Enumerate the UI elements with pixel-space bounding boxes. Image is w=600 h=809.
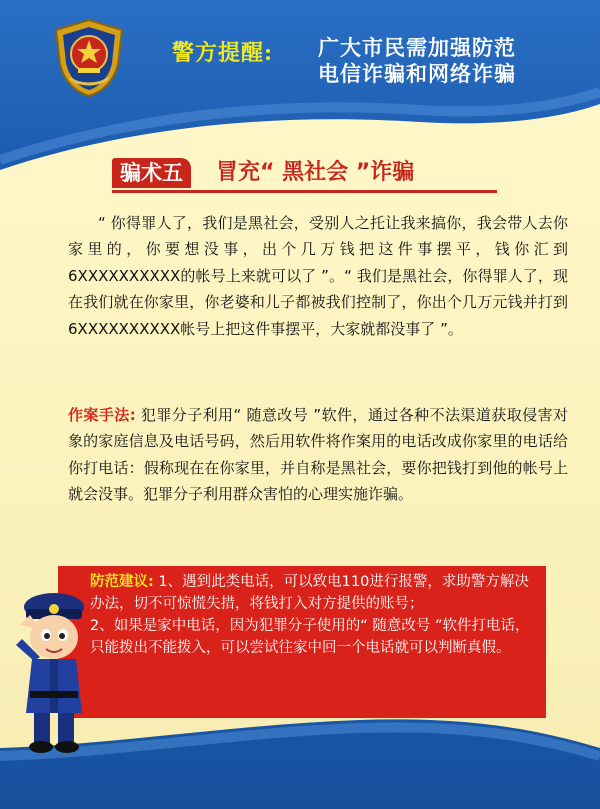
advice-text [90,571,538,659]
slogan-line-1: 广大市民需加强防范 [318,36,516,60]
section-heading: 冒充“ 黑社会 ”诈骗 [216,160,415,185]
section-tag: 骗术五 [112,158,191,188]
method-label: 作案手法: [68,406,136,424]
method-paragraph [68,402,568,508]
advice-item-2: 2、如果是家中电话，因为犯罪分子使用的“ 随意改号 ”软件打电话，只能拨出不能拨入，可以尝试往家中回一个电话就可以判断真假。 [90,618,530,656]
slogan-line-2: 电信诈骗和网络诈骗 [318,62,516,86]
advice-label: 防范建议: [90,574,154,590]
advice-item-1: 1、遇到此类电话，可以致电110进行报警，求助警方解决办法，切不可惊慌失措，将钱打入对方提供的账号； [90,574,529,612]
section-title [112,158,497,193]
scam-script-paragraph: “ 你得罪人了，我们是黑社会，受别人之托让我来搞你，我会带人去你家里的，你要想没事，出个几万钱把这件事摆平，钱你汇到6XXXXXXXXXX的帐号上来就可以了 ”。“ 我们是黑社会，你得罪人了，现在我们就在你家里，你老婆和儿子都被我们控制了，你出个几万元钱并打到6XXXXXXXXXX帐号上把这件事摆平，大家就都没事了 ”。 [68,214,568,338]
alert-heading: 警方提醒: [172,40,274,66]
police-emblem-icon [52,18,126,98]
method-text: 犯罪分子利用“ 随意改号 ”软件，通过各种不法渠道获取侵害对象的家庭信息及电话号码，然后用软件将作案用的电话改成你家里的电话给你打电话：假称现在在你家里，并自称是黑社会，要你把钱打到他的帐号上就会没事。犯罪分子利用群众害怕的心理实施诈骗。 [68,406,568,504]
police-officer-mascot-icon [10,585,100,755]
